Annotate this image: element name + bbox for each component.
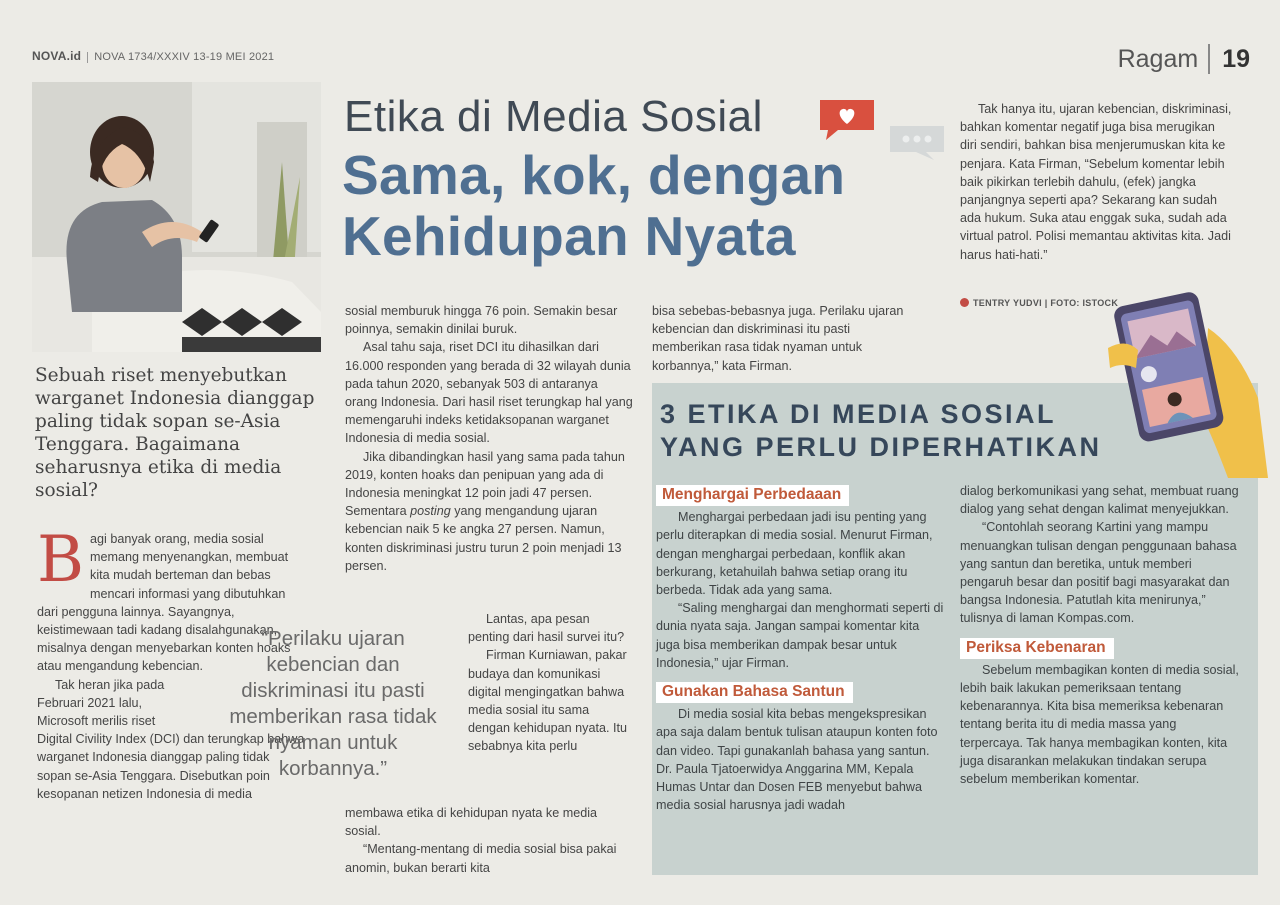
article-headline xyxy=(342,145,845,267)
paragraph: “Saling menghargai dan menghormati seperti di dunia nyata saja. Jangan sampai komentar kita juga bisa memberikan dampak besar untuk Indonesia,” ujar Firman. xyxy=(656,601,944,670)
body-column-4 xyxy=(960,100,1232,264)
paragraph: Di media sosial kita bebas mengekspresikan apa saja dalam bentuk tulisan ataupun konten foto dan video. Tapi gunakanlah bahasa yang santun. Dr. Paula Tjatoerwidya Anggarina MM, Kepala Humas Untar dan Dosen FEB menyebut bahwa media sosial harusnya jadi wadah xyxy=(656,707,938,813)
body-column-3 xyxy=(652,302,917,375)
paragraph: “Contohlah seorang Kartini yang mampu menuangkan tulisan dengan penggunaan bahasa yang santun dan beretika, untuk memberi pengaruh besar dan positif bagi masyarakat dan bangsa Indonesia. Patutlah kita menirunya,” tulisnya di laman Kompas.com. xyxy=(960,520,1237,626)
box-title xyxy=(660,398,1102,464)
issue-label: NOVA 1734/XXXIV 13-19 MEI 2021 xyxy=(94,51,275,63)
paragraph: “Mentang-mentang di media sosial bisa pakai anomin, bukan berarti kita xyxy=(345,842,617,875)
drop-cap: B xyxy=(37,523,85,597)
box-column-2 xyxy=(960,482,1242,788)
paragraph: Tak hanya itu, ujaran kebencian, diskriminasi, bahkan komentar negatif juga bisa merugikan diri sendiri, bahkan bisa menjerumuskan kita ke penjara. Kata Firman, “Sebelum komentar lebih baik pikirkan terlebih dahulu, (efek) jangka panjangnya seperti apa? Sekarang kan sudah ada hukum. Suka atau enggak suka, sudah ada virtual patrol. Polisi memantau aktivitas kita. Jadi harus hati-hati.” xyxy=(960,102,1232,262)
body-column-2b xyxy=(468,610,634,756)
paragraph: Jika dibandingkan hasil yang sama pada tahun 2019, konten hoaks dan penipuan yang ada di Indonesia meningkat 12 poin jadi 47 persen. Sementara posting yang mengandung ujaran kebencian naik 5 ke angka 27 persen. Namun, konten diskriminasi justru turun 2 poin menjadi 13 persen. xyxy=(345,449,625,573)
paragraph: membawa etika di kehidupan nyata ke media sosial. xyxy=(345,806,598,839)
paragraph: Menghargai perbedaan jadi isu penting yang perlu diterapkan di media sosial. Menurut Firman, dengan menghargai perbedaan, konflik akan berkurang, ketahuilah bahwa setiap orang itu berbeda. Tidak ada yang sama. xyxy=(656,510,933,598)
box-title-line-1: 3 ETIKA DI MEDIA SOSIAL xyxy=(660,399,1057,429)
body-column-2c xyxy=(345,804,635,877)
subhead-menghargai: Menghargai Perbedaaan xyxy=(656,485,849,506)
brand-label: NOVA.id xyxy=(32,49,82,63)
heart-chat-bubble-icon xyxy=(816,96,878,144)
smartphone-illustration xyxy=(1108,288,1268,478)
paragraph: Tak heran jika pada Februari 2021 lalu, Microsoft merilis riset xyxy=(37,677,165,729)
page-header-left xyxy=(32,49,274,63)
page-number: 19 xyxy=(1222,44,1250,73)
paragraph: dialog berkomunikasi yang sehat, membuat ruang dialog yang sehat dengan kalimat menyejukkan. xyxy=(960,484,1239,517)
headline-line-2: Kehidupan Nyata xyxy=(342,205,796,267)
box-column-1 xyxy=(656,485,944,814)
headline-line-1: Sama, kok, dengan xyxy=(342,144,846,206)
body-column-2 xyxy=(345,302,633,575)
paragraph: Asal tahu saja, riset DCI itu dihasilkan dari 16.000 responden yang berada di 32 wilayah dunia pada tahun 2020, sebanyak 503 di antaranya orang Indonesia. Dari hasil riset terungkap hal yang memengaruhi indeks ketidaksopanan warganet Indonesia di media sosial. xyxy=(345,340,633,446)
subhead-bahasa-santun: Gunakan Bahasa Santun xyxy=(656,682,853,703)
subhead-periksa-kebenaran: Periksa Kebenaran xyxy=(960,638,1114,659)
header-divider xyxy=(1208,44,1210,74)
byline-credit: TENTRY YUDVI | FOTO: ISTOCK xyxy=(960,298,1118,308)
paragraph: Lantas, apa pesan penting dari hasil survei itu? xyxy=(468,612,625,645)
paragraph: Firman Kurniawan, pakar budaya dan komunikasi digital mengingatkan bahwa media sosial itu sama dengan kehidupan nyata. Itu sebabnya kita perlu xyxy=(468,648,627,754)
article-photo xyxy=(32,82,321,352)
paragraph: Sebelum membagikan konten di media sosial, lebih baik lakukan pemeriksaan tentang kebenarannya. Kita bisa memeriksa kebenaran tentang berita itu di media massa yang terpercaya. Tak hanya membagikan konten, kita juga disarankan melakukan tindakan serupa sebelum memberikan komentar. xyxy=(960,662,1239,787)
paragraph: sosial memburuk hingga 76 poin. Semakin besar poinnya, semakin dinilai buruk. xyxy=(345,304,618,337)
paragraph: bisa sebebas-bebasnya juga. Perilaku ujaran kebencian dan diskriminasi itu pasti memberikan rasa tidak nyaman untuk korbannya,” kata Firman. xyxy=(652,304,904,373)
paragraph: Digital Civility Index (DCI) dan terungkap bahwa warganet Indonesia dianggap paling tidak sopan se-Asia Tenggara. Disebutkan poin kesopanan netizen Indonesia di media xyxy=(37,732,305,801)
article-lead: Sebuah riset menyebutkan warganet Indonesia dianggap paling tidak sopan se-Asia Tenggara. Bagaimana seharusnya etika di media sosial? xyxy=(35,365,315,501)
ellipsis-chat-bubble-icon xyxy=(886,122,948,164)
box-title-line-2: YANG PERLU DIPERHATIKAN xyxy=(660,432,1102,462)
page-header-right xyxy=(1118,44,1250,74)
pull-quote: “Perilaku ujaran kebencian dan diskriminasi itu pasti memberikan rasa tidak nyaman untuk korbannya.” xyxy=(229,627,437,780)
paragraph: agi banyak orang, media sosial memang menyenangkan, membuat kita mudah berteman dan bebas mencari informasi yang dibutuhkan dari pengguna lainnya. Sayangnya, keistimewaan tadi kadang disalahgunakan, misalnya dengan menyebarkan konten hoaks atau mengandung kebencian. xyxy=(37,532,291,674)
article-kicker: Etika di Media Sosial xyxy=(344,92,763,141)
section-label: Ragam xyxy=(1117,44,1199,73)
